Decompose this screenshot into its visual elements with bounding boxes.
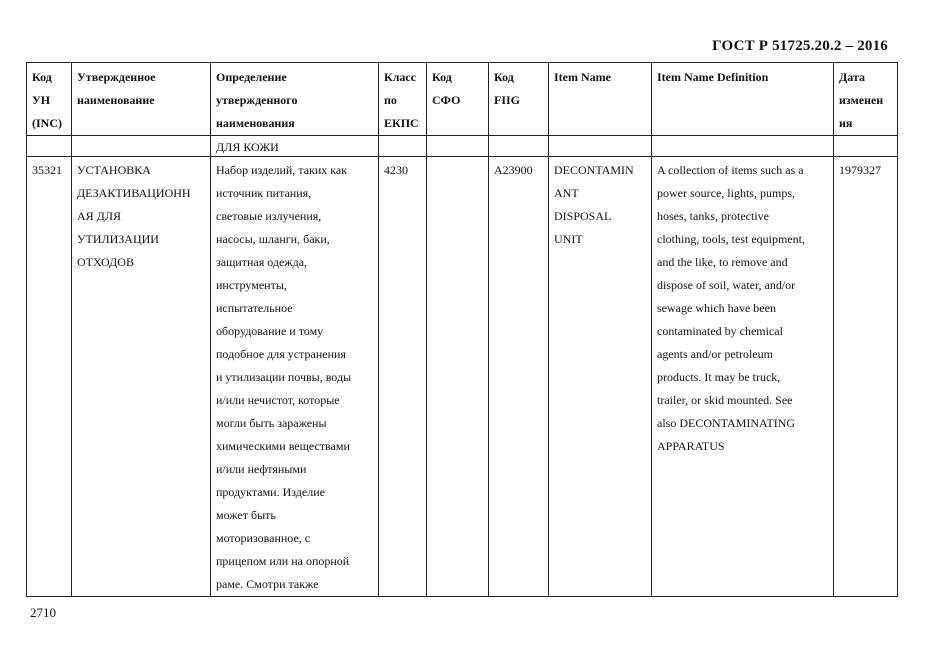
table-cell [72,136,211,157]
header-row [27,63,898,136]
table-cell [652,136,834,157]
page-number: 2710 [30,605,56,620]
table-cell [379,136,427,157]
col-header: Item Name [549,63,652,136]
definition-cell: Набор изделий, таких как источник питания, световые излучения, насосы, шланги, баки, защитная одежда, инструменты, испытательное оборудование и тому подобное для устранения и утилизации почвы, воды и/или нечистот, которые могли быть заражены химическими веществами и/или нефтяными продуктами. Изделие может быть моторизованное, с прицепом или на опорной раме. Смотри также [211,157,379,597]
item-name-definition-cell: A collection of items such as a power source, lights, pumps, hoses, tanks, protective clothing, tools, test equipment, and the like, to remove and dispose of soil, water, and/or sewage which have been contaminated by chemical agents and/or petroleum products. It may be truck, trailer, or skid mounted. See also DECONTAMINATING APPARATUS [652,157,834,597]
fiig-code-cell: A23900 [489,157,549,597]
table-cell [549,136,652,157]
inc-code-cell: 35321 [27,157,72,597]
col-header: Код УН (INC) [27,63,72,136]
col-header: Дата изменен ия [834,63,898,136]
sfo-code-cell [427,157,489,597]
col-header: Утвержденное наименование [72,63,211,136]
table-cell [489,136,549,157]
col-header: Класс по ЕКПС [379,63,427,136]
item-name-cell: DECONTAMIN ANT DISPOSAL UNIT [549,157,652,597]
catalog-table [26,62,898,597]
col-header: Код СФО [427,63,489,136]
approved-name-cell: УСТАНОВКА ДЕЗАКТИВАЦИОНН АЯ ДЛЯ УТИЛИЗАЦИИ ОТХОДОВ [72,157,211,597]
ekps-class-cell: 4230 [379,157,427,597]
table-row [27,157,898,597]
table-cell: ДЛЯ КОЖИ [211,136,379,157]
col-header: Определение утвержденного наименования [211,63,379,136]
col-header: Item Name Definition [652,63,834,136]
table-cell [834,136,898,157]
table-cell [27,136,72,157]
continuation-row [27,136,898,157]
document-code: ГОСТ Р 51725.20.2 – 2016 [712,38,888,54]
change-date-cell: 1979327 [834,157,898,597]
table-cell [427,136,489,157]
col-header: Код FIIG [489,63,549,136]
